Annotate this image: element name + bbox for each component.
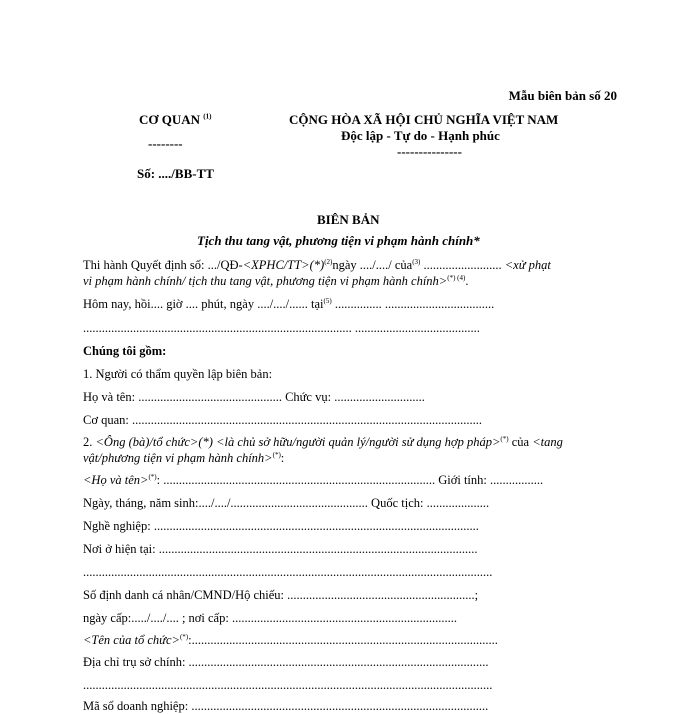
head-office-line: Địa chỉ trụ sở chính: ................................................................................................ <box>83 655 489 669</box>
head-office-continuation-line: ................................................................................................................................... <box>83 678 493 692</box>
issue-date-place-line: ngày cấp:...../..../.... ; nơi cấp: ........................................................................ <box>83 611 457 625</box>
republic-divider: --------------- <box>397 144 462 159</box>
owner-heading-cont: vật/phương tiện vi phạm hành chính>(*): <box>83 450 285 465</box>
form-number: Mẫu biên bản số 20 <box>508 88 617 103</box>
decision-line: Thi hành Quyết định số: $.../QĐ-<XPHC/TT>(*)^{(2)}ngày$ ..../..../ của$^{(3)}$ ......................... <xử phạt <box>83 257 551 272</box>
participants-heading: Chúng tôi gồm: <box>83 344 167 358</box>
document-title: BIÊN BẢN <box>317 212 380 227</box>
republic-name: CỘNG HÒA XÃ HỘI CHỦ NGHĨA VIỆT NAM <box>289 112 559 127</box>
document-subtitle: Tịch thu tang vật, phương tiện vi phạm hành chính* <box>197 233 480 248</box>
enterprise-code-line: Mã số doanh nghiệp: ............................................................................................... <box>83 699 489 713</box>
residence-line: Nơi ở hiện tại: ...................................................................................................... <box>83 542 478 556</box>
time-place-line: Hôm nay, hồi.... giờ .... phút, ngày ..../..../...... tại$^{(5)}$ ............... ................................... <box>83 296 495 311</box>
occupation-line: Nghề nghiệp: ........................................................................................................ <box>83 519 479 533</box>
organization-name-line: <Tên của tổ chức>(*):.................................................................................................. <box>83 632 498 647</box>
decision-line-cont: vi phạm hành chính/ tịch thu tang vật, phương tiện vi phạm hành chính>$^{(*) (4)}$. <box>83 273 469 288</box>
residence-continuation-line: ................................................................................................................................... <box>83 565 493 579</box>
owner-name-line: <Họ và tên>(*): ....................................................................................... Giới tính: ................. <box>83 472 544 487</box>
id-number-line: Số định danh cá nhân/CMND/Hộ chiếu: ............................................................; <box>83 588 479 602</box>
authority-heading: 1. Người có thẩm quyền lập biên bản: <box>83 367 273 381</box>
agency-divider: -------- <box>148 136 183 151</box>
place-continuation-line: ...................................................................................... ........................................ <box>83 321 480 335</box>
document-number: Số: ..../BB-TT <box>137 166 214 181</box>
officer-name-line: Họ và tên: .............................................. Chức vụ: ............................. <box>83 390 425 404</box>
agency-label: CƠ QUAN $^{(1)}$ <box>139 112 212 127</box>
owner-heading: 2. <Ông (bà)/tổ chức>(*) <là chủ sở hữu/người quản lý/người sử dụng hợp pháp>(*) của <tang <box>83 434 563 449</box>
officer-agency-line: Cơ quan: ................................................................................................................ <box>83 413 482 427</box>
birth-nationality-line: Ngày, tháng, năm sinh:..../..../............................................ Quốc tịch: .................... <box>83 496 490 510</box>
republic-motto: Độc lập - Tự do - Hạnh phúc <box>341 128 500 143</box>
